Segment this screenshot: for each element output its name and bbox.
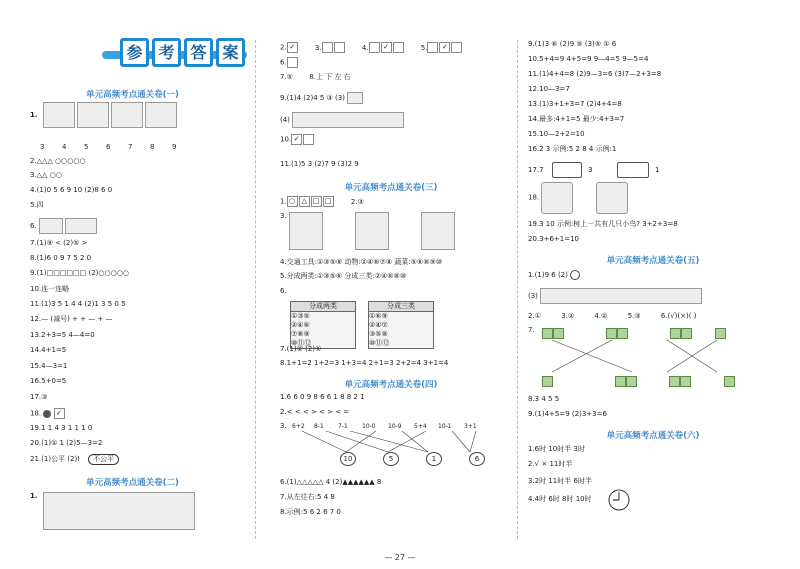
answer-line: 15.4—3=1 — [30, 362, 68, 370]
answer-line: 7.⑤ 8.上 下 左 右 — [280, 73, 351, 81]
page-title — [102, 38, 247, 72]
answer-line: 4.4时 6时 8时 10时 — [528, 495, 778, 504]
shapes-image — [540, 288, 702, 304]
answer-line: 16.5+0=5 — [30, 377, 67, 385]
answer-line: 3.△△ ○○ — [30, 171, 62, 179]
answer-line: 1.6时 10时半 3时 — [528, 445, 585, 453]
image-picture — [289, 212, 323, 250]
answer-badge: 不公平 — [88, 454, 119, 465]
answer-line: 20.(1)① 1 (2)5—3=2 — [30, 439, 103, 447]
answer-line: 11.(1)4+4=8 (2)9—3=6 (3)7—2+3=8 — [528, 70, 662, 78]
answer-line: 14.4+1=5 — [30, 346, 67, 354]
section-title: 单元高频考点通关卷(六) — [606, 431, 700, 441]
answer-column-2 — [280, 0, 502, 569]
image-picture — [292, 112, 404, 128]
answer-line: 10.5+4=9 4+5=9 9—4=5 9—5=4 — [528, 55, 649, 63]
answer-line: 7.(1)⑨ < (2)⑤ > — [30, 239, 88, 247]
section-title: 单元高频考点通关卷(三) — [344, 183, 438, 193]
answer-line: 8.示例:5 6 2 6 7 0 — [280, 508, 341, 516]
answer-line: 19.3 10 示例:树上一共有几只小鸟? 3+2+3=8 — [528, 220, 678, 228]
page-number: — 27 — — [384, 553, 416, 562]
answer-line: 1.6 6 0 9 8 6 6 1 8 8 2 1 — [280, 393, 365, 401]
image-picture — [145, 102, 177, 128]
column-divider — [255, 40, 256, 539]
number-diagram — [596, 182, 628, 214]
image-picture — [347, 92, 363, 104]
image-picture — [111, 102, 143, 128]
answer-line: 7.从左往右:5 4 8 — [280, 493, 335, 501]
matching-lines — [542, 340, 742, 374]
answer-line: 5.分成两类:①③⑤⑥ 分成三类:②④⑥⑧⑩ — [280, 272, 407, 280]
image-picture — [43, 102, 75, 128]
image-picture — [77, 102, 109, 128]
answer-line: 17.7 3 1 — [528, 162, 778, 178]
answer-line: 14.最多:4+1=5 最少:4+3=7 — [528, 115, 625, 123]
answer-line: 1.(1)9 6 (2) — [528, 270, 778, 280]
answer-line: 11.(1)3 5 1 4 4 (2)1 3 5 0 5 — [30, 300, 126, 308]
answer-line: 9.(1)3 ⑥ (2)9 ⑤ (3)⑤ ① 6 — [528, 40, 617, 48]
matching-targets: 10 5 1 6 — [340, 452, 490, 466]
answer-line: 7.(1)② (2)⑤ — [280, 345, 322, 353]
answer-column-3 — [528, 0, 778, 569]
answer-column-1 — [30, 0, 239, 569]
answer-line: 9.(1)□□□□□□ (2)○○○○○ — [30, 269, 129, 277]
image-picture — [421, 212, 455, 250]
answer-line: 12.— (减号) + + — + — — [30, 315, 113, 323]
answer-line: 16.2 3 示例:5 2 8 4 示例:1 — [528, 145, 617, 153]
title-char: 案 — [216, 38, 245, 67]
answer-line: 2.△△△ ○○○○○ — [30, 157, 86, 165]
section-title: 单元高频考点通关卷(一) — [86, 90, 179, 100]
q1-number-labels: 3 4 5 6 7 8 9 — [40, 143, 177, 151]
answer-line: 6. — [280, 57, 502, 68]
sorting-table: 分成三类 ①⑥⑨ ②④⑦ ③⑤⑧ ⑩⑪⑫ — [368, 301, 434, 349]
black-dot-icon — [43, 410, 51, 418]
circle-icon — [570, 270, 580, 280]
answer-line: 10.连一连略 — [30, 285, 70, 293]
answer-line: 18. — [528, 182, 778, 216]
number-diagram — [541, 182, 573, 214]
cube-row-bottom — [542, 376, 742, 387]
image-picture — [355, 212, 389, 250]
section-title: 单元高频考点通关卷(五) — [606, 256, 700, 266]
answer-line: 3. — [280, 212, 502, 252]
checkbox-checked-icon: ✓ — [54, 408, 65, 419]
answer-line: (4) — [280, 112, 502, 128]
answer-line: (3) — [528, 288, 778, 304]
matching-expressions: 6+2 8-1 7-1 10-0 10-9 5+4 10-1 3+1 — [292, 423, 477, 430]
answer-line: 20.3+6+1=10 — [528, 235, 579, 243]
answer-line: 4.交通工具:①③⑤⑨ 动物:②④⑥⑦⑧ 蔬菜:⑤⑥⑧⑨⑩ — [280, 258, 443, 266]
answer-line: 6. 分成两类 ①③⑤ ②④⑥ ⑦⑧⑨ ⑩⑪⑫ 分成三类 ①⑥⑨ ②④⑦ ③⑤⑧ ⑩⑪⑫ — [280, 287, 502, 337]
answer-line: 17.③ — [30, 393, 48, 401]
answer-line: 3. 6+2 8-1 7-1 10-0 10-9 5+4 10-1 3+1 10 5 1 6 — [280, 422, 502, 470]
answer-line: 9.(1)4 (2)4 5 ③ (3) — [280, 92, 502, 104]
column-divider — [517, 40, 518, 539]
answer-line: 9.(1)4+5=9 (2)3+3=6 — [528, 410, 607, 418]
title-char: 答 — [184, 38, 213, 67]
image-picture — [65, 218, 97, 234]
answer-line: 6.(1)△△△△△ 4 (2)▲▲▲▲▲▲ 8 — [280, 478, 382, 486]
image-picture — [552, 162, 582, 178]
answer-line: 2.< < < > < > < = — [280, 408, 350, 416]
sorting-table: 分成两类 ①③⑤ ②④⑥ ⑦⑧⑨ ⑩⑪⑫ — [290, 301, 356, 349]
answer-line: 10. ✓ — [280, 134, 502, 145]
title-char: 参 — [120, 38, 149, 67]
answer-line: 1. — [30, 492, 235, 532]
image-picture — [617, 162, 649, 178]
answer-line: 21.(1)公平 (2)I 不公平 — [30, 455, 235, 464]
answer-line: 19.1 1 4 3 1 1 1 0 — [30, 424, 93, 432]
title-char: 考 — [152, 38, 181, 67]
answer-line: 11.(1)5 3 (2)7 9 (3)2 9 — [280, 160, 359, 168]
answer-line: 13.(1)3+1+3=7 (2)4+4=8 — [528, 100, 622, 108]
answer-line: 1. ○ △ □ □ 2.③ — [280, 197, 364, 206]
answer-line: 2. ✓ 3. 4. ✓ 5. ✓ — [280, 42, 502, 53]
answer-line: 13.2+3=5 4—4=0 — [30, 331, 95, 339]
answer-line: 6. — [30, 218, 235, 234]
section-title: 单元高频考点通关卷(四) — [344, 380, 438, 390]
answer-line: 2.① 3.② 4.② 5.③ 6.(√)(×)( ) — [528, 312, 697, 320]
image-picture — [43, 492, 195, 530]
answer-line: 18. ✓ — [30, 408, 235, 419]
cube-row-top — [542, 328, 742, 339]
answer-line: 8.1+1=2 1+2=3 1+3=4 2+1=3 2+2=4 3+1=4 — [280, 359, 449, 367]
clock-icon — [608, 489, 630, 511]
image-picture — [39, 218, 63, 234]
answer-line: 5.四 — [30, 201, 44, 209]
answer-line: 7. — [528, 326, 778, 390]
section-title: 单元高频考点通关卷(二) — [86, 478, 179, 488]
answer-line: 8.(1)6 0 9 7 5 2 0 — [30, 254, 92, 262]
answer-line: 12.10—3=7 — [528, 85, 570, 93]
answer-line: 2.√ × 11时半 — [528, 460, 573, 468]
answer-line: 15.10—2+2=10 — [528, 130, 585, 138]
q1-images: 1. — [30, 102, 235, 142]
answer-line: 8.3 4 5 5 — [528, 395, 560, 403]
answer-line: 3.2时 11时半 6时半 — [528, 477, 592, 485]
answer-line: 4.(1)0 5 6 9 10 (2)8 6 0 — [30, 186, 113, 194]
